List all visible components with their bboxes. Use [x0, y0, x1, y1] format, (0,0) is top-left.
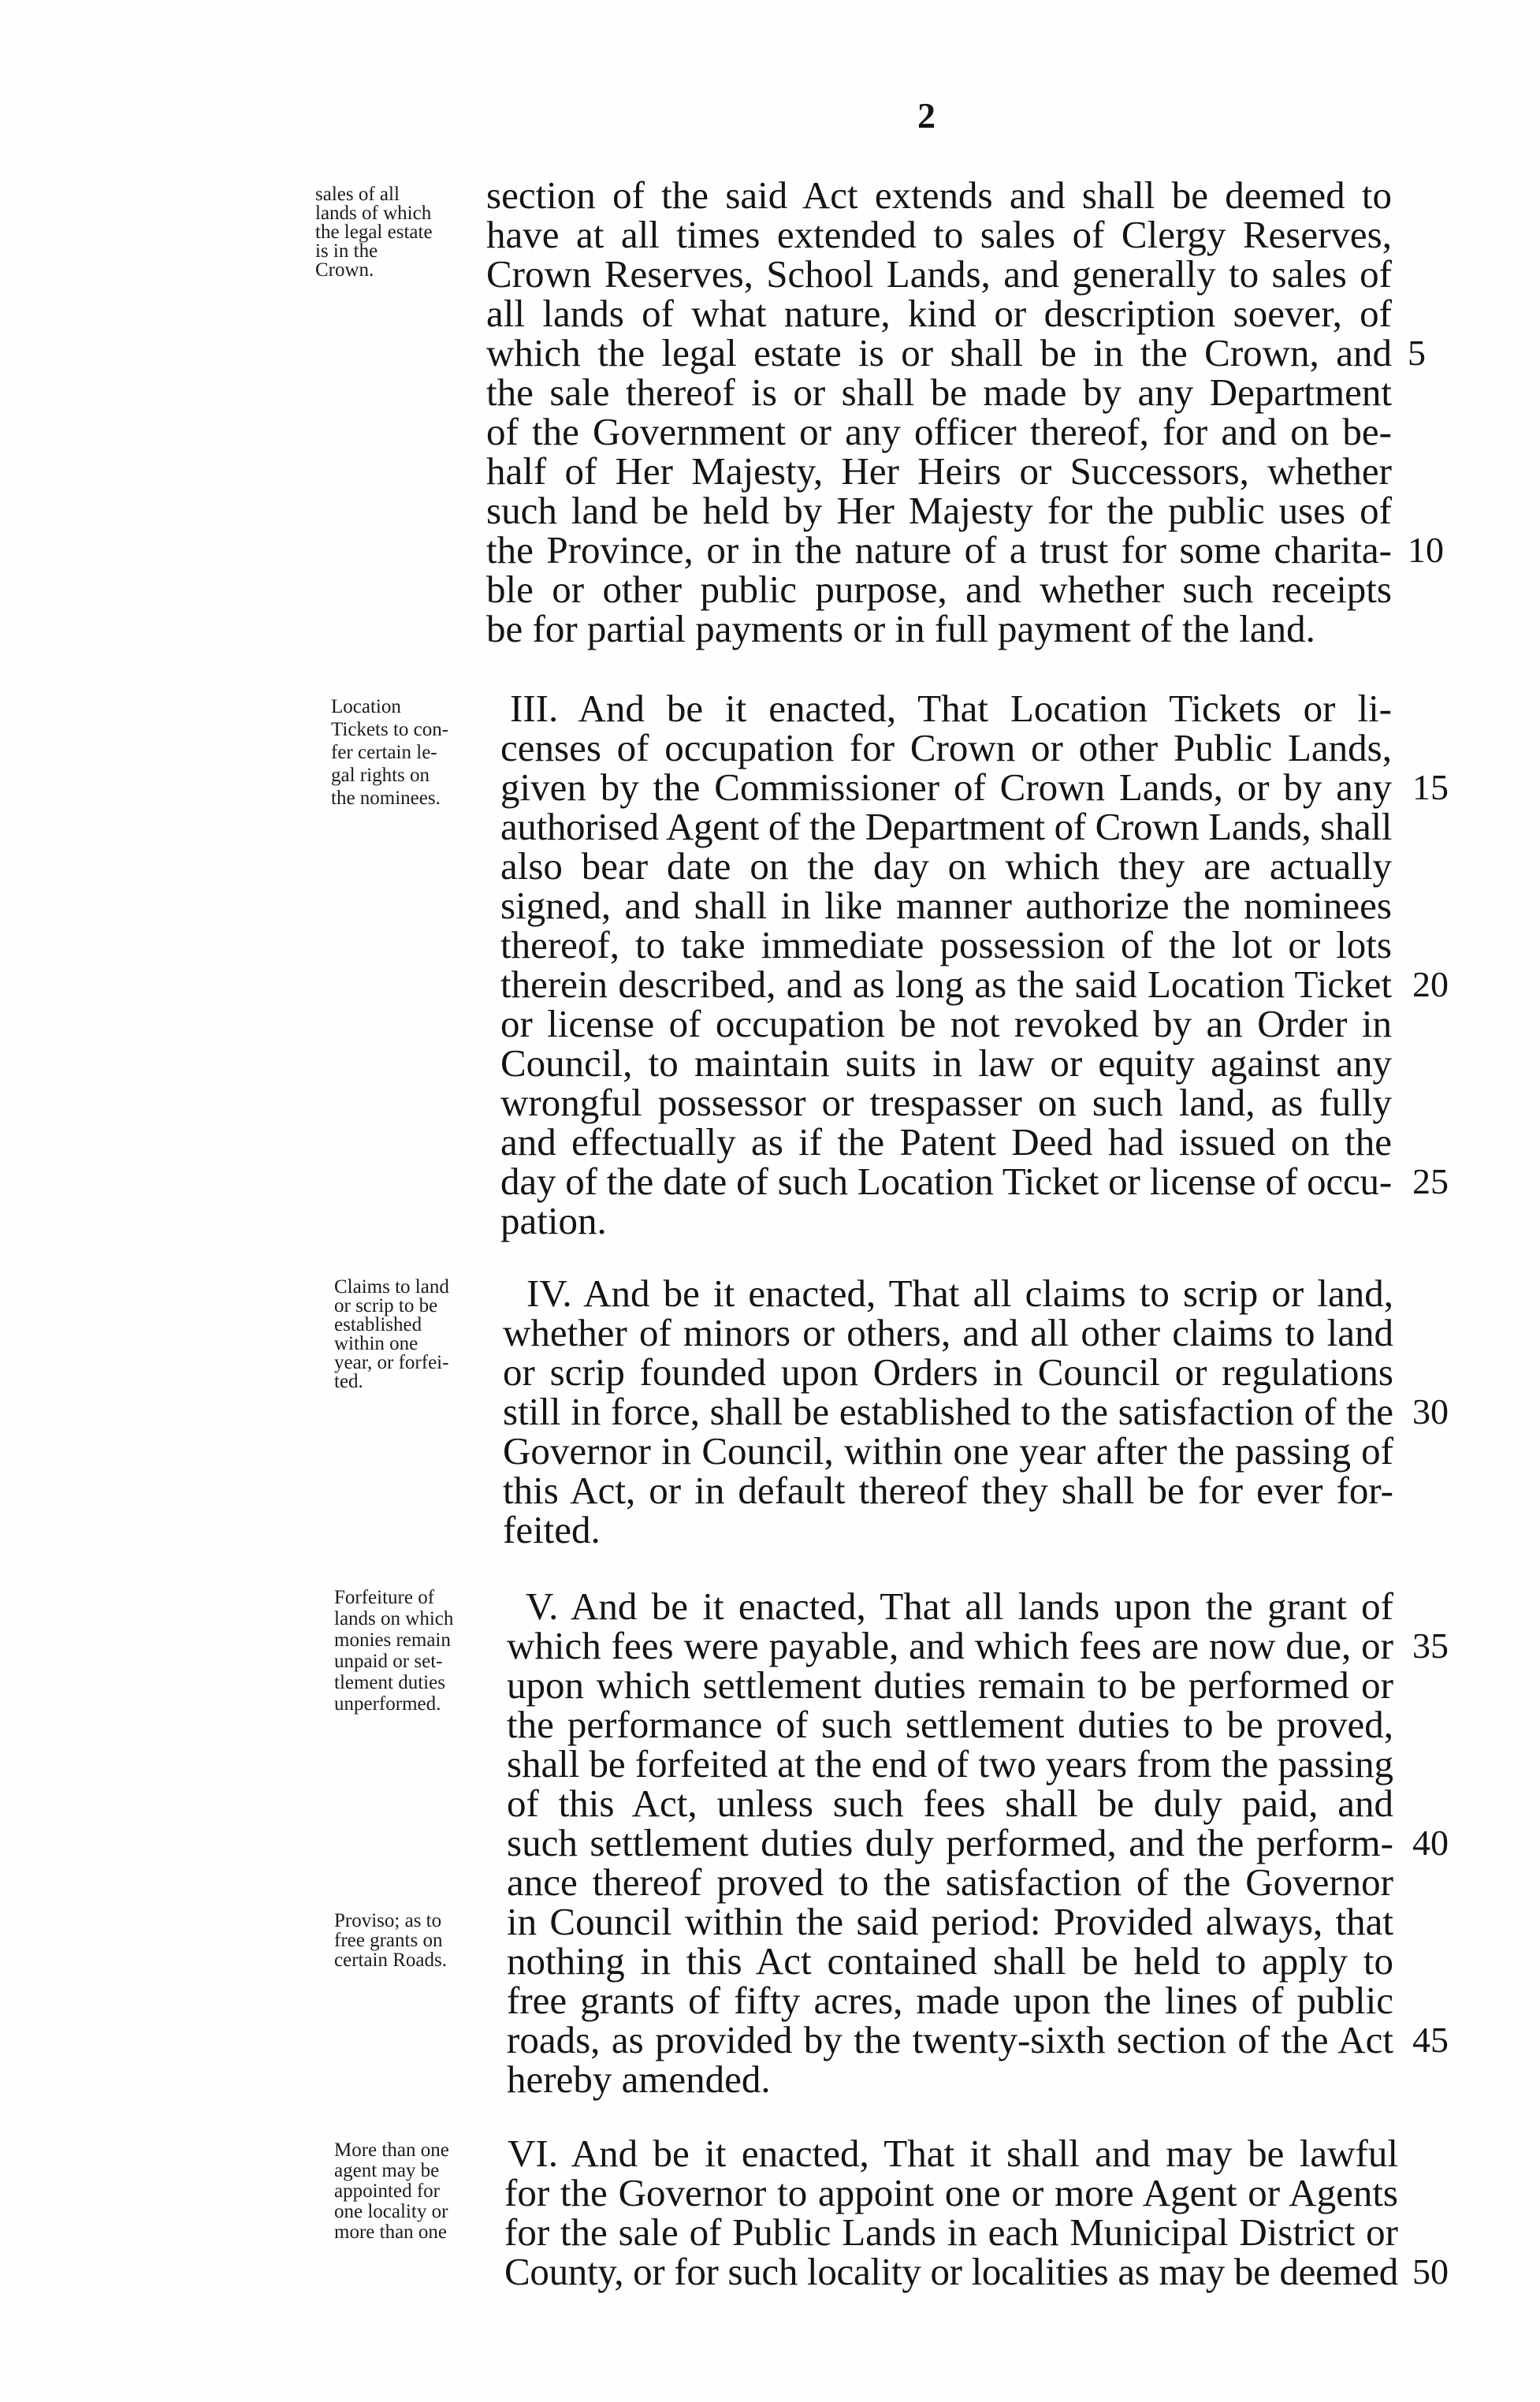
line-text: the performance of such settlement duties to be proved,: [507, 1703, 1393, 1746]
text-line: [507, 1821, 1449, 1864]
line-text: which fees were payable, and which fees are now due, or: [507, 1624, 1393, 1667]
line-text: for the sale of Public Lands in each Municipal District or: [504, 2210, 1398, 2254]
line-text: day of the date of such Location Ticket or license of occu-: [500, 1160, 1392, 1203]
margin-note-line: year, or forfei-: [334, 1352, 449, 1373]
text-line: [486, 252, 1393, 296]
line-number: 25: [1412, 1161, 1449, 1201]
text-line: [500, 1004, 1393, 1044]
margin-note-line: More than one: [334, 2139, 449, 2161]
text-line: [507, 1624, 1449, 1667]
line-text: of this Act, unless such fees shall be duly paid, and: [507, 1782, 1393, 1825]
line-text: for the Governor to appoint one or more Agent or Agents: [504, 2171, 1398, 2214]
line-text: and effectually as if the Patent Deed had issued on the: [500, 1120, 1392, 1164]
text-line: [500, 1201, 1393, 1241]
line-text: Crown Reserves, School Lands, and generally to sales of: [486, 252, 1392, 296]
margin-note-line: is in the: [315, 240, 378, 262]
line-number: 45: [1412, 2020, 1449, 2060]
margin-note-line: Tickets to con-: [331, 719, 449, 740]
line-text: Council, to maintain suits in law or equity against any: [500, 1041, 1392, 1085]
text-line: [500, 1083, 1393, 1123]
line-text: censes of occupation for Crown or other Public Lands,: [500, 726, 1392, 769]
line-text: of the Government or any officer thereof, for and on be-: [486, 410, 1392, 453]
text-line: [507, 1860, 1395, 1904]
text-line: [486, 449, 1393, 493]
margin-note: [334, 1278, 449, 1391]
margin-note-line: unpaid or set-: [334, 1651, 443, 1672]
text-line: [507, 1663, 1395, 1707]
text-line: [503, 1274, 1395, 1313]
text-line: [507, 1939, 1395, 1983]
margin-note: [315, 185, 433, 280]
line-text: free grants of fifty acres, made upon the lines of public: [507, 1979, 1393, 2022]
text-line: [503, 1471, 1395, 1510]
margin-note: [331, 695, 448, 810]
margin-note-line: certain Roads.: [334, 1950, 448, 1971]
text-line: [500, 886, 1393, 925]
page-number: 2: [917, 95, 936, 136]
line-text: V. And be it enacted, That all lands upon the grant of: [526, 1585, 1393, 1628]
text-line: [507, 1587, 1395, 1626]
margin-note-line: or scrip to be: [334, 1295, 438, 1316]
line-text: the Province, or in the nature of a trust for some charita-: [486, 528, 1392, 572]
text-line: [486, 373, 1393, 412]
margin-note-line: more than one: [334, 2221, 448, 2243]
text-line: [500, 1160, 1449, 1203]
line-number: 5: [1408, 333, 1426, 373]
line-text: have at all times extended to sales of Clergy Reserves,: [486, 213, 1392, 256]
margin-note-line: tlement duties: [334, 1672, 445, 1693]
line-number: 30: [1412, 1391, 1449, 1432]
line-text: which the legal estate is or shall be in the Crown, and: [486, 331, 1392, 374]
text-line: [507, 1742, 1395, 1786]
margin-note-line: lands of which: [315, 203, 432, 224]
section-vi: [504, 2132, 1449, 2293]
line-text: all lands of what nature, kind or description soever, of: [486, 292, 1392, 335]
line-text: in Council within the said period: Provided always, that: [507, 1900, 1393, 1943]
text-line: [503, 1429, 1395, 1473]
margin-note-line: within one: [334, 1333, 418, 1354]
text-line: [507, 1981, 1395, 2020]
text-line: [486, 215, 1393, 255]
margin-note: [334, 2140, 449, 2243]
text-line: [500, 925, 1393, 965]
text-line: [503, 1390, 1449, 1433]
line-text: signed, and shall in like manner authorize the nominees: [500, 884, 1392, 927]
text-line: [507, 1705, 1395, 1745]
text-line: [503, 1350, 1395, 1394]
line-text: hereby amended.: [507, 2058, 771, 2101]
text-line: [500, 765, 1449, 809]
margin-note-line: Forfeiture of: [334, 1587, 435, 1608]
margin-note-line: Location: [331, 696, 401, 717]
text-line: [500, 1120, 1393, 1164]
margin-note-line: agent may be: [334, 2160, 440, 2181]
line-text: authorised Agent of the Department of Crown Lands, shall: [500, 805, 1392, 848]
text-line: [507, 2060, 1395, 2099]
text-line: [486, 491, 1393, 531]
line-number: 15: [1412, 767, 1449, 807]
line-text: wrongful possessor or trespasser on such land, as fully: [500, 1081, 1392, 1124]
margin-note-line: established: [334, 1314, 422, 1335]
line-text: this Act, or in default thereof they shall be for ever for-: [503, 1469, 1393, 1512]
section-iii: [500, 687, 1449, 1242]
margin-note-line: Claims to land: [334, 1276, 449, 1298]
text-line: [507, 1902, 1395, 1942]
line-number: 20: [1412, 964, 1449, 1004]
text-line: [500, 728, 1393, 768]
line-text: such land be held by Her Majesty for the public uses of: [486, 489, 1392, 532]
margin-note-line: Proviso; as to: [334, 1910, 442, 1931]
text-line: [486, 528, 1444, 572]
line-number: 50: [1412, 2251, 1449, 2292]
line-text: ance thereof proved to the satisfaction of the Governor: [507, 1860, 1393, 1904]
line-text: ble or other public purpose, and whether such receipts: [486, 568, 1392, 611]
text-line: [486, 173, 1393, 217]
text-line: [500, 844, 1393, 888]
margin-note-line: Crown.: [315, 259, 374, 281]
line-text: be for partial payments or in full payment of the land.: [486, 607, 1315, 650]
line-number: 10: [1408, 530, 1444, 570]
margin-note-line: ted.: [334, 1371, 363, 1392]
line-text: roads, as provided by the twenty-sixth section of the Act: [507, 2018, 1393, 2061]
line-text: County, or for such locality or localities as may be deemed: [504, 2250, 1398, 2293]
line-text: section of the said Act extends and shall be deemed to: [486, 173, 1392, 217]
text-line: [503, 1510, 1395, 1550]
margin-note-line: monies remain: [334, 1629, 451, 1651]
margin-note-line: lands on which: [334, 1608, 454, 1629]
text-line: [500, 807, 1393, 847]
margin-note-line: unperformed.: [334, 1693, 441, 1715]
margin-note-line: the nominees.: [331, 788, 441, 809]
text-line: [503, 1313, 1395, 1353]
line-text: III. And be it enacted, That Location Tickets or li-: [510, 687, 1392, 730]
line-text: shall be forfeited at the end of two years from the passing: [507, 1742, 1393, 1786]
margin-note: [334, 1911, 447, 1970]
margin-note-line: free grants on: [334, 1930, 443, 1951]
text-line: [486, 294, 1393, 333]
text-line: [504, 2250, 1449, 2293]
line-text: half of Her Majesty, Her Heirs or Successors, whether: [486, 449, 1392, 493]
line-text: given by the Commissioner of Crown Lands, or by any: [500, 765, 1392, 809]
text-line: [507, 1784, 1395, 1823]
line-text: still in force, shall be established to the satisfaction of the: [503, 1390, 1393, 1433]
text-line: [486, 412, 1393, 452]
line-text: therein described, and as long as the said Location Ticket: [500, 963, 1392, 1006]
line-text: such settlement duties duly performed, and the perform-: [507, 1821, 1393, 1864]
line-number: 40: [1412, 1823, 1449, 1863]
text-line: [500, 963, 1449, 1006]
line-text: IV. And be it enacted, That all claims to scrip or land,: [526, 1272, 1393, 1315]
text-line: [507, 2018, 1449, 2061]
line-text: whether of minors or others, and all other claims to land: [503, 1311, 1393, 1354]
line-number: 35: [1412, 1626, 1449, 1666]
margin-note-line: sales of all: [315, 184, 400, 205]
line-text: upon which settlement duties remain to be performed or: [507, 1663, 1393, 1707]
margin-note-line: gal rights on: [331, 765, 430, 786]
line-text: thereof, to take immediate possession of the lot or lots: [500, 923, 1392, 966]
section-v: [507, 1585, 1449, 2101]
text-line: [486, 570, 1393, 609]
margin-note-line: fer certain le-: [331, 742, 437, 763]
text-line: [500, 689, 1393, 728]
line-text: feited.: [503, 1508, 601, 1551]
margin-note-line: appointed for: [334, 2180, 440, 2202]
text-line: [486, 331, 1426, 374]
text-line: [504, 2134, 1400, 2173]
line-text: Governor in Council, within one year after the passing of: [503, 1429, 1393, 1473]
line-text: the sale thereof is or shall be made by any Department: [486, 371, 1392, 414]
text-line: [504, 2210, 1400, 2254]
line-text: also bear date on the day on which they are actually: [500, 844, 1392, 888]
line-text: or scrip founded upon Orders in Council or regulations: [503, 1350, 1393, 1394]
text-line: [486, 609, 1393, 649]
margin-note-line: one locality or: [334, 2201, 448, 2222]
text-line: [504, 2173, 1400, 2213]
margin-note: [334, 1587, 453, 1715]
text-line: [500, 1041, 1393, 1085]
line-text: nothing in this Act contained shall be held to apply to: [507, 1939, 1393, 1983]
section-iv: [503, 1272, 1449, 1551]
section-continued: [486, 173, 1444, 650]
margin-note-line: the legal estate: [315, 222, 433, 243]
line-text: VI. And be it enacted, That it shall and may be lawful: [508, 2132, 1398, 2175]
line-text: pation.: [500, 1199, 607, 1242]
line-text: or license of occupation be not revoked by an Order in: [500, 1002, 1392, 1045]
